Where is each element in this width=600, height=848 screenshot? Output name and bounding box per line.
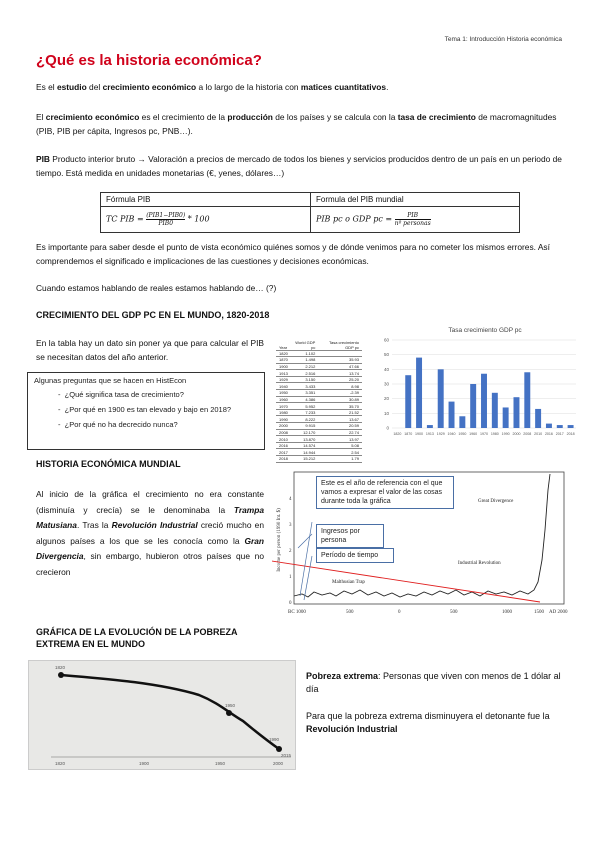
chart-xtick: 2000 <box>512 432 521 436</box>
section-history-heading: HISTORIA ECONÓMICA MUNDIAL <box>36 459 181 469</box>
gdp-table-cell: 13.97 <box>318 436 362 443</box>
gdp-growth-chart-svg <box>368 322 582 442</box>
chart-ytick: 50 <box>383 352 389 358</box>
chart-xtick: 1990 <box>501 432 510 436</box>
formula-header-world: Formula del PIB mundial <box>311 193 520 207</box>
gdp-table-cell: 1900 <box>276 363 291 370</box>
poverty-point <box>226 710 232 716</box>
gdp-table-cell: 1970 <box>276 403 291 410</box>
gdp-table-cell: 2.54 <box>318 449 362 456</box>
formula-pib: TC PIB = (PIB1−PIB0) PIB0 * 100 <box>101 207 311 233</box>
gdp-table-row <box>276 376 362 383</box>
chart-xtick: 2016 <box>544 432 553 436</box>
chart-ytick: 10 <box>383 410 389 416</box>
gdp-table-row <box>276 383 362 390</box>
chart-xtick: 1950 <box>458 432 467 436</box>
chart-xtick: 2008 <box>523 432 532 436</box>
chart-bar <box>513 397 519 428</box>
gdp-table-cell: 1980 <box>276 409 291 416</box>
gdp-table-cell: 2000 <box>276 423 291 430</box>
chart-xtick: 1820 <box>393 432 402 436</box>
chart-bar <box>503 407 509 428</box>
chart-xtick: 2017 <box>555 432 564 436</box>
gdp-table-row <box>276 436 362 443</box>
poverty-chart-svg <box>29 661 297 771</box>
gdp-table-cell: 13.67 <box>318 416 362 423</box>
chart-bar <box>459 416 465 428</box>
history-xtick: 500 <box>450 610 458 615</box>
gdp-table-cell: 1960 <box>276 396 291 403</box>
gdp-col-gdp: World GDP pc <box>291 332 318 350</box>
chart-bar <box>492 393 498 428</box>
questions-box <box>27 372 265 450</box>
annotation-period: Período de tiempo <box>316 548 394 563</box>
chart-bar <box>449 402 455 428</box>
chart-xtick: 2010 <box>534 432 543 436</box>
gdp-table-cell: 2008 <box>276 429 291 436</box>
gdp-table-cell: 2016 <box>276 442 291 449</box>
gdp-col-rate: Tasa crecimiento GDP pc <box>318 332 362 350</box>
gdp-table-cell: 3.433 <box>291 383 318 390</box>
chart-bar <box>557 425 563 428</box>
formula-header-pib: Fórmula PIB <box>101 193 311 207</box>
annotation-reference-year: Este es el año de referencia con el que vamos a expresar el valor de las cosas durante toda la gráfica <box>316 476 454 509</box>
history-xtick: AD 2000 <box>549 610 568 615</box>
history-xtick: 1000 <box>502 610 512 615</box>
gdp-table-cell: 2018 <box>276 456 291 463</box>
gdp-table-cell: 13.870 <box>291 436 318 443</box>
gdp-table-cell: 5.952 <box>291 403 318 410</box>
label-malthusian-trap: Malthusian Trap <box>332 580 365 585</box>
history-ytick: 3 <box>289 523 292 528</box>
gdp-table-cell: 47.66 <box>318 363 362 370</box>
gdp-table-cell: -2.39 <box>318 390 362 397</box>
chart-bar <box>416 358 422 428</box>
gdp-table-cell: 1.79 <box>318 456 362 463</box>
gdp-col-year: Year <box>276 332 291 350</box>
chart-bar <box>438 369 444 428</box>
paragraph-growth: El crecimiento económico es el crecimiento de la producción de los países y se calcula con la tasa de crecimiento de macromagnitudes (PIB, PIB per cápita, Ingresos pc, PNB…). <box>36 112 557 136</box>
poverty-definition: Pobreza extrema: Personas que viven con menos de 1 dólar al día <box>306 671 561 694</box>
poverty-line <box>61 675 279 749</box>
gdp-table-row <box>276 363 362 370</box>
chart-bar <box>470 384 476 428</box>
chart-xtick: 1940 <box>447 432 456 436</box>
gdp-table-cell: 21.52 <box>318 409 362 416</box>
history-xtick: 1500 <box>534 610 544 615</box>
gdp-table-cell: 1929 <box>276 376 291 383</box>
gdp-table-row <box>276 396 362 403</box>
paragraph-pib: PIB Producto interior bruto → Valoración a precios de mercado de todos los bienes y servicios producidos dentro de un país en un periodo de tiempo. Está medida en unidades monetarias (€, yenes, dólares…) <box>36 154 562 178</box>
page-title: ¿Qué es la historia económica? <box>36 52 262 69</box>
chart-bar <box>535 409 541 428</box>
chart-ytick: 60 <box>383 337 389 343</box>
gdp-table-cell: 8.222 <box>291 416 318 423</box>
chart-xtick: 1970 <box>480 432 488 436</box>
chart-xtick: 1870 <box>404 432 413 436</box>
section-history-text: Al inicio de la gráfica el crecimiento no era constante (disminuía y crecía) se le denominaba la Trampa Matusiana. Tras la Revolución Industrial creció mucho en algunos países a los que se les conocía como la Gran Divergencia, sin embargo, hubieron otros países que no crecieron <box>36 489 264 577</box>
gdp-table-cell: 13.74 <box>318 370 362 377</box>
poverty-xtick: 1820 <box>55 761 66 766</box>
history-xtick: 500 <box>346 610 354 615</box>
history-xtick: 0 <box>398 610 401 615</box>
gdp-table-cell: 12.170 <box>291 429 318 436</box>
question-item: - ¿Por qué no ha decrecido nunca? <box>58 420 178 429</box>
gdp-table-cell <box>318 350 362 357</box>
poverty-cause: Para que la pobreza extrema disminuyera el detonante fue la Revolución Industrial <box>306 711 550 734</box>
poverty-point-label: 2015 <box>281 753 292 758</box>
gdp-table-row <box>276 429 362 436</box>
poverty-xtick: 1900 <box>139 761 150 766</box>
section-gdp-text: En la tabla hay un dato sin poner ya que para calcular el PIB se necesitan datos del año anterior. <box>36 338 264 362</box>
gdp-table-cell: 15.212 <box>291 456 318 463</box>
paragraph-reales: Cuando estamos hablando de reales estamos hablando de… (?) <box>36 283 277 293</box>
page-header: Tema 1: Introducción Historia económica <box>444 36 562 43</box>
formula-world-pib: PIB pc o GDP pc = PIB nº personas <box>311 207 520 233</box>
gdp-table-cell: 14.944 <box>291 449 318 456</box>
gdp-table-cell: 1.498 <box>291 357 318 364</box>
gdp-table-cell: 35.93 <box>318 357 362 364</box>
question-item: - ¿Qué significa tasa de crecimiento? <box>58 390 184 399</box>
gdp-table-cell: 14.574 <box>291 442 318 449</box>
poverty-point <box>58 672 64 678</box>
economic-history-chart <box>272 470 572 626</box>
gdp-table <box>276 332 362 463</box>
label-great-divergence: Great Divergence <box>478 499 514 504</box>
poverty-point-label: 1950 <box>225 703 236 708</box>
chart-bar <box>546 424 552 428</box>
gdp-table-cell: 2.212 <box>291 363 318 370</box>
chart-bar <box>481 374 487 428</box>
poverty-xtick: 1950 <box>215 761 226 766</box>
formula-table <box>100 192 520 233</box>
poverty-point <box>276 746 282 752</box>
gdp-table-row <box>276 357 362 364</box>
gdp-table-cell: 2010 <box>276 436 291 443</box>
gdp-table-row <box>276 390 362 397</box>
poverty-chart <box>28 660 296 770</box>
gdp-table-row <box>276 403 362 410</box>
gdp-table-cell: 3.150 <box>291 376 318 383</box>
chart-ytick: 0 <box>386 425 389 431</box>
gdp-table-cell: 25.20 <box>318 376 362 383</box>
history-ytick: 4 <box>289 497 292 502</box>
question-item: - ¿Por qué en 1900 es tan elevado y bajo en 2018? <box>58 405 232 414</box>
gdp-table-cell: 1820 <box>276 350 291 357</box>
gdp-table-row <box>276 416 362 423</box>
gdp-table-cell: 30.89 <box>318 396 362 403</box>
paragraph-definition: Es el estudio del crecimiento económico a lo largo de la historia con matices cuantitativos. <box>36 82 389 92</box>
gdp-table-cell: 20.59 <box>318 423 362 430</box>
chart-ytick: 40 <box>383 366 389 372</box>
annotation-income: Ingresos por persona <box>316 524 384 548</box>
history-ytick: 0 <box>289 601 292 606</box>
gdp-table-cell: 1940 <box>276 383 291 390</box>
label-industrial-revolution: Industrial Revolution <box>458 561 501 566</box>
history-xtick: BC 1000 <box>288 610 306 615</box>
gdp-table-cell: 7.233 <box>291 409 318 416</box>
gdp-table-cell: 1950 <box>276 390 291 397</box>
chart-xtick: 1900 <box>415 432 424 436</box>
paragraph-importance: Es importante para saber desde el punto de vista económico quiénes somos y de dónde venimos para no cometer los mismos errores. Así comprendemos el significado e implicaciones de las cuestiones y decisiones económicas. <box>36 242 550 266</box>
gdp-table-cell: 3.351 <box>291 390 318 397</box>
gdp-table-cell: 1870 <box>276 357 291 364</box>
gdp-table-cell: 1913 <box>276 370 291 377</box>
section-gdp-heading: CRECIMIENTO DEL GDP PC EN EL MUNDO, 1820-2018 <box>36 310 270 320</box>
gdp-table-row <box>276 370 362 377</box>
chart-bar <box>427 425 433 428</box>
history-ylabel: Income per person (1990 Int. $) <box>277 508 282 572</box>
gdp-growth-chart <box>368 322 582 442</box>
gdp-table-row <box>276 442 362 449</box>
chart-bar <box>524 372 530 428</box>
chart-xtick: 1929 <box>436 432 445 436</box>
gdp-table-row <box>276 350 362 357</box>
gdp-table-cell: 35.70 <box>318 403 362 410</box>
gdp-table-cell: 1.102 <box>291 350 318 357</box>
poverty-xtick: 2000 <box>273 761 284 766</box>
gdp-table-cell: 2.516 <box>291 370 318 377</box>
chart-bar <box>568 425 574 428</box>
chart-title: Tasa crecimiento GDP pc <box>448 327 522 334</box>
gdp-table-cell: 4.386 <box>291 396 318 403</box>
gdp-table-row <box>276 456 362 463</box>
gdp-table-cell: 8.98 <box>318 383 362 390</box>
questions-title: Algunas preguntas que se hacen en HistEcon <box>34 376 187 385</box>
chart-xtick: 1980 <box>490 432 499 436</box>
chart-xtick: 1960 <box>469 432 478 436</box>
chart-xtick: 1913 <box>425 432 434 436</box>
chart-ytick: 30 <box>383 381 389 387</box>
section-poverty-heading: GRÁFICA DE LA EVOLUCIÓN DE LA POBREZA EXTREMA EN EL MUNDO <box>36 627 238 649</box>
poverty-point-label: 1820 <box>55 665 66 670</box>
gdp-table-row <box>276 423 362 430</box>
gdp-table-cell: 5.08 <box>318 442 362 449</box>
history-ytick: 1 <box>289 575 292 580</box>
chart-xtick: 2018 <box>566 432 575 436</box>
gdp-table-cell: 22.74 <box>318 429 362 436</box>
gdp-table-cell: 2017 <box>276 449 291 456</box>
chart-bar <box>405 375 411 428</box>
gdp-table-row <box>276 449 362 456</box>
gdp-table-row <box>276 409 362 416</box>
gdp-table-cell: 9.915 <box>291 423 318 430</box>
history-ytick: 2 <box>289 549 292 554</box>
gdp-table-cell: 1990 <box>276 416 291 423</box>
poverty-point-label: 1990 <box>269 737 280 742</box>
chart-ytick: 20 <box>383 396 389 402</box>
